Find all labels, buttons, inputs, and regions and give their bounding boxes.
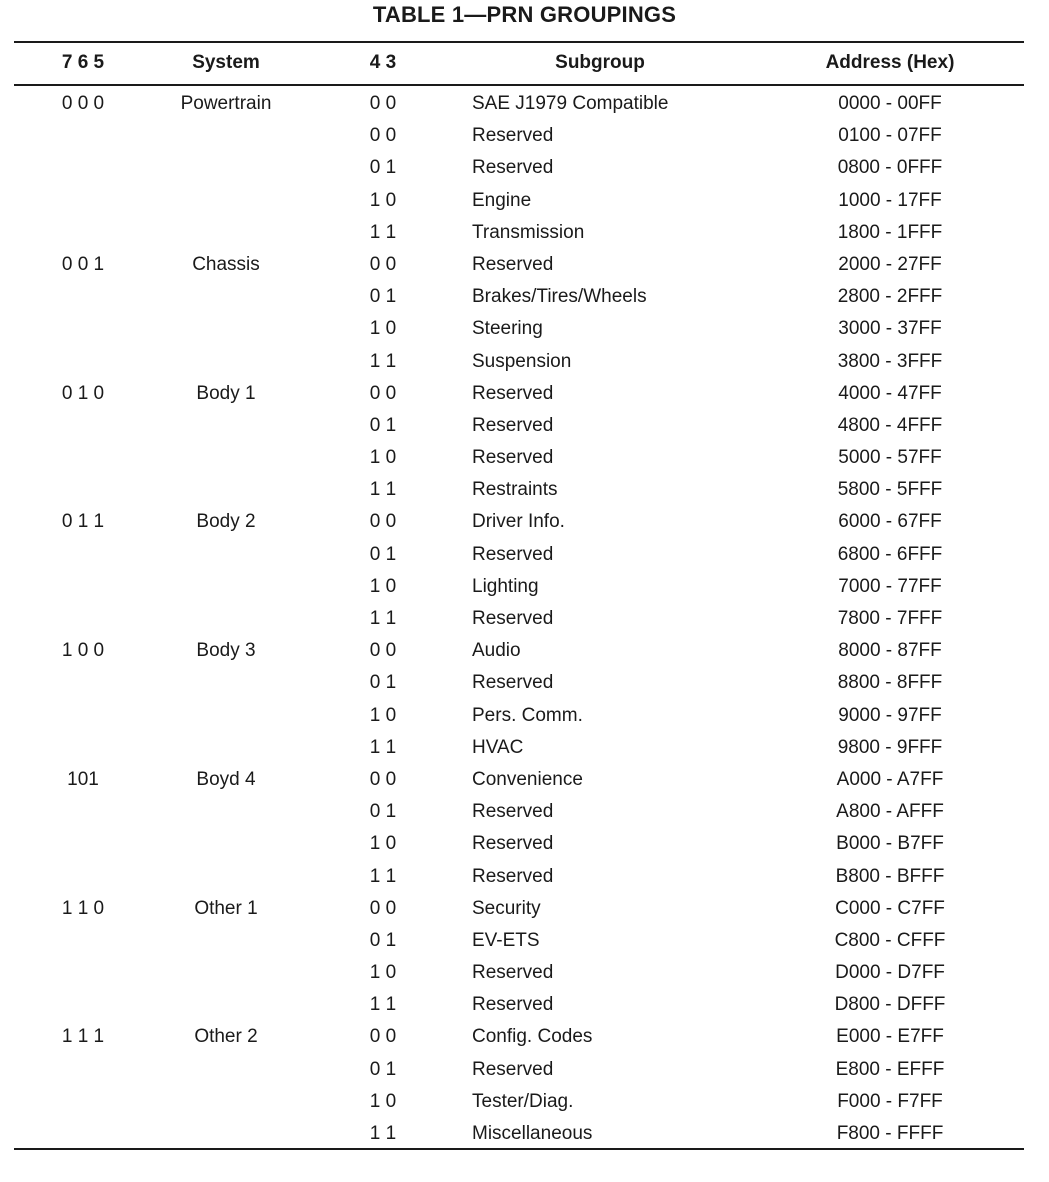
row-address: F800 - FFFF	[836, 1123, 944, 1144]
header-subgroup: Subgroup	[555, 52, 645, 73]
row-bits-43: 1 0	[369, 962, 397, 984]
row-address: 0800 - 0FFF	[837, 157, 943, 179]
table-body	[0, 90, 1049, 1146]
header-address: Address (Hex)	[825, 52, 955, 73]
row-bits-43: 0 1	[369, 286, 397, 308]
row-bits-43: 1 1	[369, 994, 397, 1016]
row-bits-43: 0 0	[369, 640, 397, 662]
row-subgroup: Config. Codes	[472, 1026, 593, 1048]
row-bits-43: 1 1	[369, 608, 397, 629]
table-row	[0, 830, 1049, 862]
row-system: Body 3	[196, 640, 256, 662]
row-subgroup: Engine	[472, 189, 532, 211]
table-row	[0, 637, 1049, 669]
table-row	[0, 798, 1049, 830]
row-bits-43: 1 0	[369, 189, 397, 211]
table-header	[0, 52, 1049, 82]
row-subgroup: Reserved	[472, 382, 554, 404]
top-rule	[14, 41, 1024, 43]
row-address: F000 - F7FF	[837, 1090, 943, 1112]
row-bits-43: 0 0	[369, 382, 397, 404]
row-bits-43: 0 1	[369, 157, 397, 179]
table-row	[0, 1088, 1049, 1120]
row-system: Body 2	[196, 511, 256, 533]
table-row	[0, 991, 1049, 1023]
table-row	[0, 702, 1049, 734]
row-subgroup: Reserved	[472, 962, 554, 984]
row-subgroup: Miscellaneous	[472, 1123, 593, 1144]
row-system: Body 1	[196, 382, 256, 404]
row-bits-765: 1 1 1	[61, 1026, 105, 1048]
table-row	[0, 895, 1049, 927]
table-row	[0, 90, 1049, 122]
row-subgroup: HVAC	[472, 736, 524, 758]
row-bits-43: 0 0	[369, 253, 397, 275]
row-address: 5800 - 5FFF	[837, 479, 943, 501]
row-address: 9800 - 9FFF	[837, 736, 943, 758]
row-bits-765: 101	[67, 768, 99, 790]
row-subgroup: Reserved	[472, 994, 554, 1016]
row-bits-43: 1 0	[369, 575, 397, 597]
row-address: 2000 - 27FF	[838, 253, 942, 275]
row-address: 6800 - 6FFF	[837, 543, 943, 565]
row-bits-43: 0 0	[369, 511, 397, 533]
row-address: 8800 - 8FFF	[837, 672, 943, 694]
row-bits-43: 1 0	[369, 318, 397, 340]
row-address: 1800 - 1FFF	[837, 221, 943, 243]
table-row	[0, 1023, 1049, 1055]
row-address: 9000 - 97FF	[838, 704, 942, 726]
row-address: C800 - CFFF	[834, 929, 946, 951]
row-bits-43: 1 1	[369, 221, 397, 243]
table-row	[0, 605, 1049, 637]
row-subgroup: Transmission	[472, 221, 585, 243]
row-subgroup: Audio	[472, 640, 521, 662]
row-bits-765: 0 1 0	[61, 382, 105, 404]
row-address: 4000 - 47FF	[838, 382, 942, 404]
row-subgroup: Suspension	[472, 350, 572, 372]
row-bits-43: 1 0	[369, 1090, 397, 1112]
row-bits-765: 1 1 0	[61, 897, 105, 919]
row-subgroup: Reserved	[472, 253, 554, 275]
table-row	[0, 380, 1049, 412]
row-subgroup: Reserved	[472, 447, 554, 469]
row-address: 8000 - 87FF	[838, 640, 942, 662]
row-bits-43: 0 1	[369, 672, 397, 694]
row-bits-43: 0 1	[369, 543, 397, 565]
row-bits-43: 0 0	[369, 93, 397, 114]
table-row	[0, 863, 1049, 895]
row-subgroup: Reserved	[472, 157, 554, 179]
table-row	[0, 508, 1049, 540]
row-bits-765: 0 0 0	[61, 93, 105, 114]
row-bits-43: 1 0	[369, 447, 397, 469]
row-subgroup: Reserved	[472, 801, 554, 823]
header-system: System	[192, 52, 260, 73]
row-subgroup: Tester/Diag.	[472, 1090, 574, 1112]
table-row	[0, 959, 1049, 991]
table-row	[0, 444, 1049, 476]
row-bits-43: 0 1	[369, 801, 397, 823]
table-row	[0, 251, 1049, 283]
table-row	[0, 766, 1049, 798]
row-subgroup: Lighting	[472, 575, 539, 597]
row-address: 4800 - 4FFF	[837, 414, 943, 436]
row-subgroup: Reserved	[472, 1058, 554, 1080]
row-address: 0000 - 00FF	[838, 93, 942, 114]
table-row	[0, 541, 1049, 573]
row-subgroup: EV-ETS	[472, 929, 540, 951]
row-bits-43: 1 0	[369, 704, 397, 726]
row-bits-43: 0 0	[369, 1026, 397, 1048]
row-subgroup: Reserved	[472, 414, 554, 436]
row-system: Boyd 4	[196, 768, 256, 790]
table-row	[0, 187, 1049, 219]
row-bits-43: 0 1	[369, 1058, 397, 1080]
row-subgroup: Reserved	[472, 608, 554, 629]
row-address: A800 - AFFF	[836, 801, 944, 823]
row-bits-43: 0 1	[369, 414, 397, 436]
row-bits-765: 0 1 1	[61, 511, 105, 533]
row-address: B800 - BFFF	[835, 865, 945, 887]
row-subgroup: Driver Info.	[472, 511, 565, 533]
row-address: 3800 - 3FFF	[837, 350, 943, 372]
row-bits-43: 1 1	[369, 1123, 397, 1144]
row-subgroup: Reserved	[472, 125, 554, 147]
table-row	[0, 573, 1049, 605]
row-address: E800 - EFFF	[835, 1058, 945, 1080]
row-bits-43: 0 0	[369, 897, 397, 919]
row-bits-43: 1 1	[369, 350, 397, 372]
row-subgroup: Reserved	[472, 865, 554, 887]
row-address: C000 - C7FF	[835, 897, 945, 919]
row-address: 5000 - 57FF	[838, 447, 942, 469]
row-address: 6000 - 67FF	[838, 511, 942, 533]
row-bits-43: 1 1	[369, 736, 397, 758]
row-bits-765: 0 0 1	[61, 253, 105, 275]
row-subgroup: Reserved	[472, 833, 554, 855]
row-address: 1000 - 17FF	[838, 189, 942, 211]
row-address: B000 - B7FF	[836, 833, 944, 855]
row-system: Chassis	[192, 253, 260, 275]
header-bits-765: 7 6 5	[61, 52, 105, 73]
row-address: 3000 - 37FF	[838, 318, 942, 340]
row-subgroup: Steering	[472, 318, 543, 340]
row-subgroup: Reserved	[472, 672, 554, 694]
header-bits-43: 4 3	[369, 52, 397, 73]
row-subgroup: Reserved	[472, 543, 554, 565]
row-system: Other 1	[194, 897, 258, 919]
row-subgroup: Pers. Comm.	[472, 704, 583, 726]
row-bits-43: 0 0	[369, 768, 397, 790]
row-address: D000 - D7FF	[835, 962, 945, 984]
row-bits-43: 1 0	[369, 833, 397, 855]
table-row	[0, 412, 1049, 444]
table-row	[0, 1056, 1049, 1088]
table-row	[0, 669, 1049, 701]
row-address: 7000 - 77FF	[838, 575, 942, 597]
row-address: E000 - E7FF	[836, 1026, 944, 1048]
row-subgroup: SAE J1979 Compatible	[472, 93, 669, 114]
row-address: A000 - A7FF	[836, 768, 944, 790]
table-title: TABLE 1—PRN GROUPINGS	[372, 2, 677, 27]
row-bits-43: 0 1	[369, 929, 397, 951]
row-address: 2800 - 2FFF	[837, 286, 943, 308]
table-row	[0, 348, 1049, 380]
table-row	[0, 283, 1049, 315]
row-subgroup: Convenience	[472, 768, 583, 790]
row-subgroup: Brakes/Tires/Wheels	[472, 286, 647, 308]
row-system: Powertrain	[180, 93, 272, 114]
table-row	[0, 734, 1049, 766]
row-bits-765: 1 0 0	[61, 640, 105, 662]
row-address: 7800 - 7FFF	[837, 608, 943, 629]
row-bits-43: 0 0	[369, 125, 397, 147]
row-subgroup: Security	[472, 897, 541, 919]
row-subgroup: Restraints	[472, 479, 558, 501]
table-row	[0, 476, 1049, 508]
row-bits-43: 1 1	[369, 865, 397, 887]
table-row	[0, 219, 1049, 251]
table-row	[0, 927, 1049, 959]
header-rule	[14, 84, 1024, 86]
row-bits-43: 1 1	[369, 479, 397, 501]
row-address: D800 - DFFF	[834, 994, 946, 1016]
bottom-rule	[14, 1148, 1024, 1150]
row-address: 0100 - 07FF	[838, 125, 942, 147]
table-row	[0, 122, 1049, 154]
table-row	[0, 154, 1049, 186]
table-row	[0, 315, 1049, 347]
row-system: Other 2	[194, 1026, 258, 1048]
